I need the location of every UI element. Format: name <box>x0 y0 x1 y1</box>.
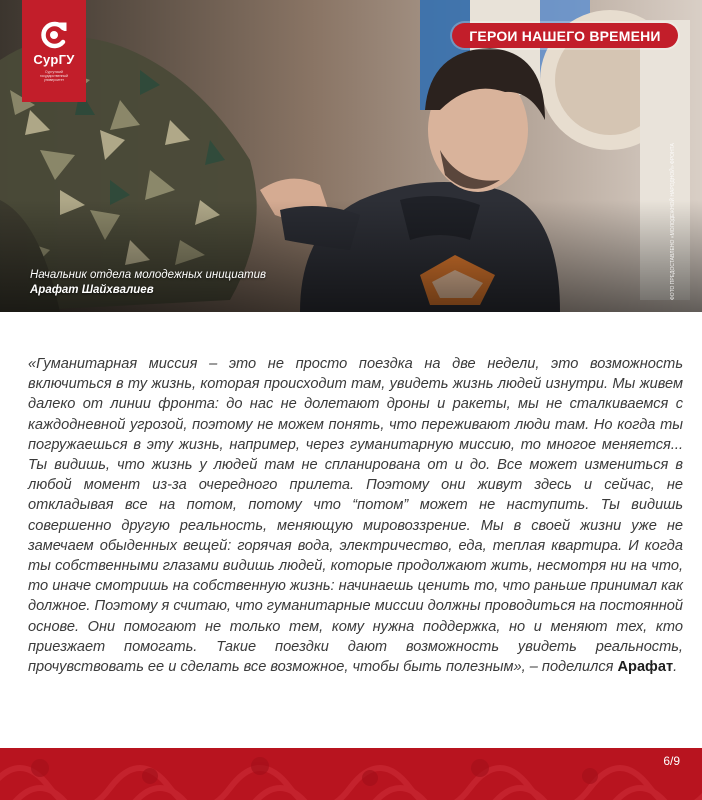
footer-pattern <box>0 748 702 800</box>
photo-caption <box>30 268 266 298</box>
logo-subtitle: Сургутский государственный университет <box>40 70 68 82</box>
caption-role: Начальник отдела молодежных инициатив <box>30 269 266 281</box>
quote-end: . <box>673 659 678 676</box>
logo-mark-icon <box>39 20 69 50</box>
quote-body: «Гуманитарная миссия – это не просто поездка на две недели, это возможность включиться в ту жизнь, которая происходит там, увидеть жизнь людей изнутри. Мы живем далеко от линии фронта: до нас не долетают дроны и ракеты, мы не сталкиваемся с каждодневной угрозой, поэтому не можем понять, что переживают люди там. Но когда ты погружаешься в эту жизнь, например, через гуманитарную миссию, то многое меняется... Ты видишь, что жизнь у людей там не спланирована от и до. Все может измениться в любой момент из-за очередного прилета. Поэтому они живут здесь и сейчас, не откладывая все на потом, потому что “потом” может не наступить. Ты видишь совершенно другую реальность, меняющую мировоззрение. Мы в своей жизни уже не замечаем обыденных вещей: горячая вода, электричество, еда, теплая квартира. И когда ты собственными глазами видишь людей, которые продолжают жить, несмотря ни на что, то иначе смотришь на собственную жизнь: начинаешь ценить то, что раньше принимал как должное. Поэтому я считаю, что гуманитарные миссии должны проводиться на постоянной основе. Они помогают не только тем, кому нужна поддержка, но и меняют тех, кто приезжает помогать. Такие поездки дают возможность увидеть реальность, прочувствовать ее и сделать все возможное, чтобы быть полезным», – поделился <box>28 356 684 676</box>
footer-band <box>0 748 702 800</box>
page-number: 6/9 <box>663 754 680 768</box>
quote-speaker: Арафат <box>617 659 674 676</box>
quote-text <box>28 354 683 677</box>
university-logo <box>22 0 86 102</box>
photo-credit: ФОТО ПРЕДОСТАВЛЕНО «МОЛОДЕЖНОЙ НАРОДНОЙ» ФРОНТА <box>670 143 676 300</box>
hero-photo <box>0 0 702 312</box>
logo-name: СурГУ <box>33 52 75 67</box>
caption-person: Арафат Шайхвалиев <box>30 284 154 296</box>
section-badge: ГЕРОИ НАШЕГО ВРЕМЕНИ <box>452 23 678 48</box>
